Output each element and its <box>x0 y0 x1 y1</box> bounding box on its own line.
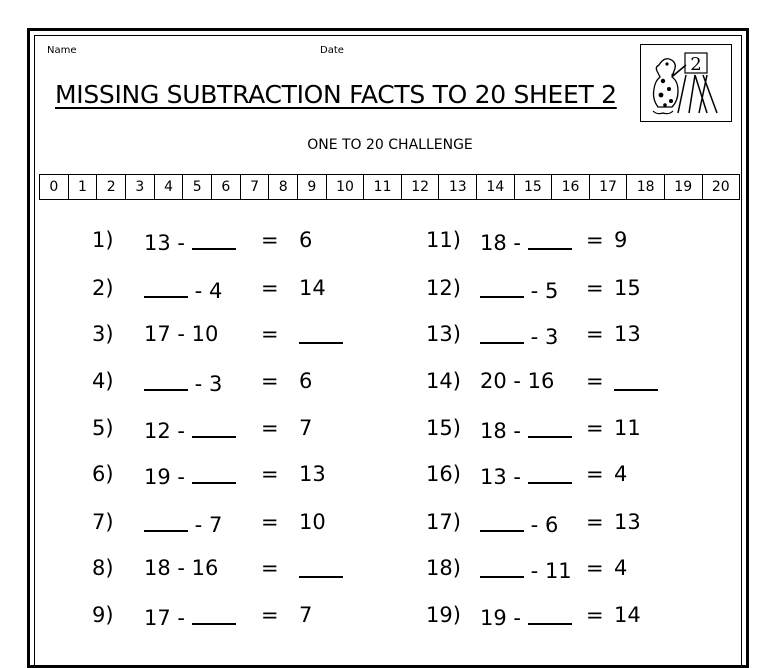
subtrahend: 16 <box>191 556 219 580</box>
minuend: 17 <box>144 322 171 346</box>
problem-number: 1) <box>92 228 114 252</box>
minus-sign: - <box>506 419 528 443</box>
logo-badge: 2 <box>690 54 702 75</box>
problem-result: 14 <box>299 276 326 300</box>
minuend: 17 <box>144 606 171 630</box>
number-line-cell: 11 <box>364 175 402 199</box>
problem-number: 14) <box>426 369 461 393</box>
problem-number: 3) <box>92 322 114 346</box>
subtitle: ONE TO 20 CHALLENGE <box>307 137 473 153</box>
number-line-cell: 3 <box>126 175 155 199</box>
problem-expression <box>144 369 222 396</box>
problem-expression <box>144 276 222 303</box>
number-line-cell: 1 <box>69 175 98 199</box>
minus-sign: - <box>188 372 209 396</box>
equals-sign: = <box>261 510 279 534</box>
subtrahend: 4 <box>208 279 223 303</box>
problem-result <box>299 322 343 349</box>
minus-sign: - <box>506 369 528 393</box>
problem-number: 17) <box>426 510 461 534</box>
problem-number: 6) <box>92 462 114 486</box>
problem-expression <box>144 510 222 537</box>
problem-number: 13) <box>426 322 461 346</box>
problem-number: 9) <box>92 603 114 627</box>
problem-number: 19) <box>426 603 461 627</box>
number-line-cell: 20 <box>711 179 730 195</box>
problem-result: 14 <box>614 603 641 627</box>
problem-expression <box>480 510 558 537</box>
number-line-cell: 10 <box>327 175 365 199</box>
problem-result: 7 <box>299 603 313 627</box>
dinosaur-teacher-icon <box>641 45 731 121</box>
number-line-cell: 4 <box>155 175 184 199</box>
number-line-cell: 8 <box>269 175 298 199</box>
number-line-cell: 16 <box>552 175 590 199</box>
equals-sign: = <box>261 462 279 486</box>
equals-sign: = <box>261 228 279 252</box>
minus-sign: - <box>170 556 192 580</box>
equals-sign: = <box>586 462 604 486</box>
subtrahend: 11 <box>544 559 572 583</box>
equals-sign: = <box>261 369 279 393</box>
problem-expression <box>144 322 218 346</box>
answer-blank[interactable] <box>192 603 236 625</box>
minuend: 12 <box>144 419 171 443</box>
answer-blank[interactable] <box>192 228 236 250</box>
minus-sign: - <box>170 231 192 255</box>
minus-sign: - <box>524 559 545 583</box>
page-title: MISSING SUBTRACTION FACTS TO 20 SHEET 2 <box>55 80 617 109</box>
equals-sign: = <box>586 603 604 627</box>
problem-expression <box>480 416 572 443</box>
answer-blank[interactable] <box>528 462 572 484</box>
number-line-cell: 19 <box>665 175 703 199</box>
problem-result: 4 <box>614 556 628 580</box>
name-label: Name <box>47 45 77 56</box>
answer-blank[interactable] <box>480 276 524 298</box>
number-line <box>39 174 740 200</box>
answer-blank[interactable] <box>528 228 572 250</box>
problem-expression <box>480 228 572 255</box>
answer-blank[interactable] <box>480 510 524 532</box>
problem-expression <box>144 603 236 630</box>
number-line-cell: 12 <box>402 175 440 199</box>
answer-blank[interactable] <box>528 416 572 438</box>
subtrahend: 10 <box>191 322 219 346</box>
logo <box>640 44 732 122</box>
equals-sign: = <box>586 322 604 346</box>
answer-blank[interactable] <box>192 462 236 484</box>
problem-result: 6 <box>299 228 313 252</box>
problem-number: 12) <box>426 276 461 300</box>
number-line-cell: 7 <box>241 175 270 199</box>
worksheet-inner-frame <box>34 35 742 665</box>
minus-sign: - <box>170 606 192 630</box>
minus-sign: - <box>170 322 192 346</box>
answer-blank[interactable] <box>144 369 188 391</box>
minuend: 20 <box>480 369 507 393</box>
minus-sign: - <box>188 279 209 303</box>
problem-number: 16) <box>426 462 461 486</box>
answer-blank[interactable] <box>528 603 572 625</box>
problem-expression <box>144 228 236 255</box>
equals-sign: = <box>586 510 604 534</box>
problem-number: 4) <box>92 369 114 393</box>
minus-sign: - <box>170 465 192 489</box>
problem-expression <box>144 462 236 489</box>
minuend: 19 <box>144 465 171 489</box>
answer-blank[interactable] <box>299 556 343 578</box>
problem-number: 7) <box>92 510 114 534</box>
date-label: Date <box>320 45 344 56</box>
equals-sign: = <box>261 603 279 627</box>
minuend: 18 <box>144 556 171 580</box>
subtrahend: 3 <box>208 372 223 396</box>
problem-result <box>614 369 658 396</box>
answer-blank[interactable] <box>480 322 524 344</box>
number-line-cell: 5 <box>183 175 212 199</box>
answer-blank[interactable] <box>614 369 658 391</box>
number-line-cell: 14 <box>477 175 515 199</box>
problem-number: 15) <box>426 416 461 440</box>
answer-blank[interactable] <box>144 510 188 532</box>
minus-sign: - <box>524 513 545 537</box>
minuend: 13 <box>144 231 171 255</box>
answer-blank[interactable] <box>299 322 343 344</box>
problem-expression <box>480 322 558 349</box>
problem-result: 7 <box>299 416 313 440</box>
answer-blank[interactable] <box>480 556 524 578</box>
number-line-cell: 13 <box>439 175 477 199</box>
minuend: 18 <box>480 231 507 255</box>
minus-sign: - <box>188 513 209 537</box>
problem-number: 8) <box>92 556 114 580</box>
equals-sign: = <box>261 276 279 300</box>
problem-expression <box>480 276 558 303</box>
number-line-cell: 17 <box>590 175 628 199</box>
problem-result: 11 <box>614 416 641 440</box>
problem-number: 18) <box>426 556 461 580</box>
problem-result: 9 <box>614 228 628 252</box>
problem-number: 2) <box>92 276 114 300</box>
number-line-cell: 2 <box>97 175 126 199</box>
problem-number: 11) <box>426 228 461 252</box>
minus-sign: - <box>506 231 528 255</box>
problem-result: 6 <box>299 369 313 393</box>
problem-expression <box>480 462 572 489</box>
answer-blank[interactable] <box>144 276 188 298</box>
equals-sign: = <box>586 416 604 440</box>
number-line-cell: 9 <box>298 175 327 199</box>
minus-sign: - <box>524 279 545 303</box>
minus-sign: - <box>506 606 528 630</box>
problem-expression <box>480 603 572 630</box>
number-line-cell: 6 <box>212 175 241 199</box>
subtrahend: 6 <box>544 513 559 537</box>
problem-expression <box>144 416 236 443</box>
problem-result <box>299 556 343 583</box>
subtrahend: 5 <box>544 279 559 303</box>
answer-blank[interactable] <box>192 416 236 438</box>
subtrahend: 3 <box>544 325 559 349</box>
problem-result: 13 <box>614 510 641 534</box>
subtrahend: 7 <box>208 513 223 537</box>
problem-result: 13 <box>299 462 326 486</box>
problem-result: 4 <box>614 462 628 486</box>
problem-result: 10 <box>299 510 326 534</box>
problem-expression <box>144 556 218 580</box>
minus-sign: - <box>170 419 192 443</box>
equals-sign: = <box>261 556 279 580</box>
minuend: 19 <box>480 606 507 630</box>
minuend: 13 <box>480 465 507 489</box>
subtrahend: 16 <box>527 369 555 393</box>
equals-sign: = <box>586 228 604 252</box>
number-line-cell: 18 <box>627 175 665 199</box>
problem-number: 5) <box>92 416 114 440</box>
minus-sign: - <box>506 465 528 489</box>
minus-sign: - <box>524 325 545 349</box>
minuend: 18 <box>480 419 507 443</box>
problem-result: 13 <box>614 322 641 346</box>
equals-sign: = <box>586 369 604 393</box>
equals-sign: = <box>261 416 279 440</box>
number-line-cell: 15 <box>515 175 553 199</box>
problem-result: 15 <box>614 276 641 300</box>
equals-sign: = <box>586 276 604 300</box>
problem-expression <box>480 369 554 393</box>
equals-sign: = <box>261 322 279 346</box>
worksheet-frame <box>27 28 749 668</box>
number-line-cell: 0 <box>40 175 69 199</box>
equals-sign: = <box>586 556 604 580</box>
problem-expression <box>480 556 572 583</box>
